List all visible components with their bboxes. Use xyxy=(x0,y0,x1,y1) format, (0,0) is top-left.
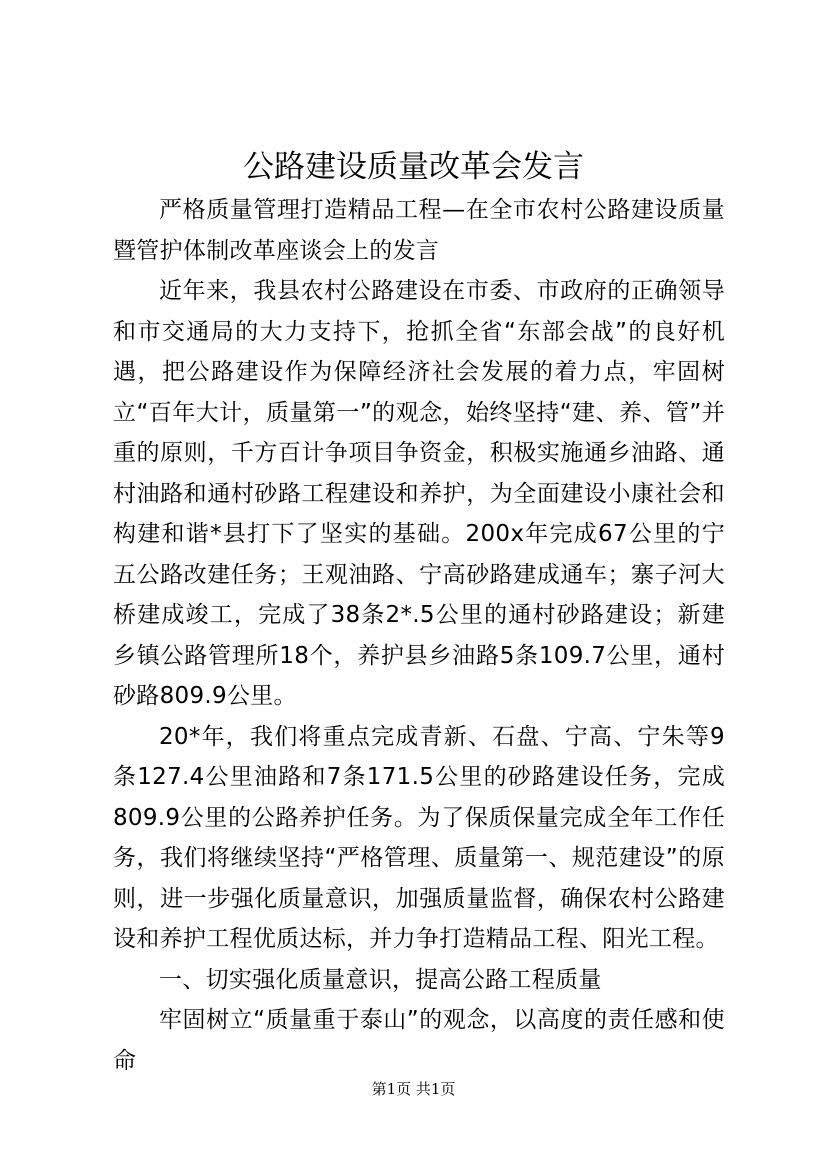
paragraph-section-1: 牢固树立“质量重于泰山”的观念，以高度的责任感和使命 xyxy=(113,1007,725,1074)
paragraph-plan: 20*年，我们将重点完成青新、石盘、宁高、宁朱等9条127.4公里油路和7条171.5公里的砂路建设任务，完成809.9公里的公路养护任务。为了保质保量完成全年工作任务，我们将继续坚持“严格管理、质量第一、规范建设”的原则，进一步强化质量意识，加强质量监督，确保农村公路建设和养护工程优质达标，并力争打造精品工程、阳光工程。 xyxy=(113,723,725,952)
document-body xyxy=(113,190,725,1081)
paragraph-intro: 近年来，我县农村公路建设在市委、市政府的正确领导和市交通局的大力支持下，抢抓全省“东部会战”的良好机遇，把公路建设作为保障经济社会发展的着力点，牢固树立“百年大计，质量第一”的观念，始终坚持“建、养、管”并重的原则，千方百计争项目争资金，积极实施通乡油路、通村油路和通村砂路工程建设和养护，为全面建设小康社会和构建和谐*县打下了坚实的基础。200x年完成67公里的宁五公路改建任务；王观油路、宁高砂路建成通车；寨子河大桥建成竣工，完成了38条2*.5公里的通村砂路建设；新建乡镇公路管理所18个，养护县乡油路5条109.7公里，通村砂路809.9公里。 xyxy=(113,278,725,709)
document-title: 公路建设质量改革会发言 xyxy=(243,149,584,185)
section-heading-1: 一、切实强化质量意识，提高公路工程质量 xyxy=(159,966,602,993)
paragraph-subtitle: 严格质量管理打造精品工程—在全市农村公路建设质量暨管护体制改革座谈会上的发言 xyxy=(113,197,725,264)
page-footer: 第1页 共1页 xyxy=(371,1080,456,1098)
